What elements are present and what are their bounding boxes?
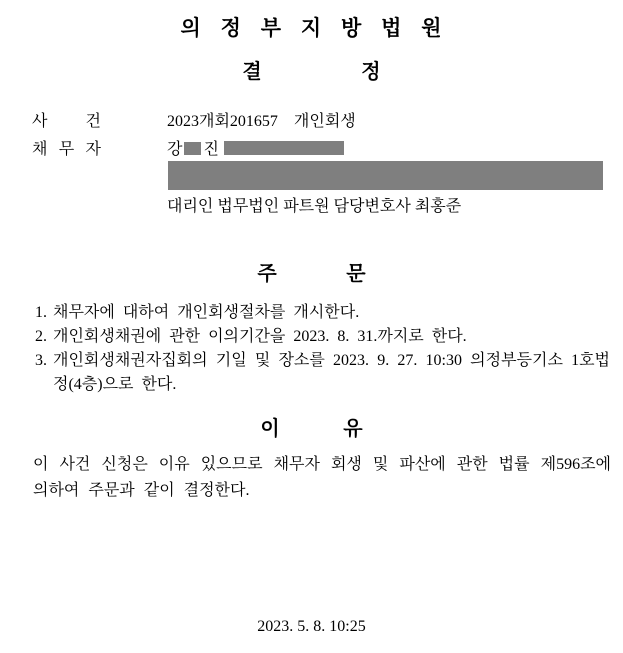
redaction-box-address bbox=[168, 161, 603, 190]
document-datetime: 2023. 5. 8. 10:25 bbox=[257, 618, 366, 635]
debtor-surname: 강 bbox=[167, 141, 183, 158]
order-section-heading: 주 문 bbox=[257, 263, 366, 285]
order-item-text: 개인회생채권자집회의 기일 및 장소를 2023. 9. 27. 10:30 의정부등기소 1호법정(4층)으로 한다. bbox=[53, 352, 610, 393]
order-item bbox=[35, 349, 610, 397]
order-item-number: 2. bbox=[35, 328, 47, 345]
order-item-text: 개인회생채권에 관한 이의기간을 2023. 8. 31.까지로 한다. bbox=[53, 328, 467, 345]
attorney-line: 대리인 법무법인 파트원 담당변호사 최홍준 bbox=[167, 198, 462, 215]
debtor-label: 채 무 자 bbox=[32, 141, 101, 158]
order-list bbox=[35, 301, 610, 397]
redaction-box-name-rest bbox=[224, 141, 344, 155]
court-name-title: 의 정 부 지 방 법 원 bbox=[180, 17, 443, 40]
reason-body-text: 이 사건 신청은 이유 있으므로 채무자 회생 및 파산에 관한 법률 제596조에 의하여 주문과 같이 결정한다. bbox=[33, 456, 611, 499]
order-item-number: 1. bbox=[35, 304, 47, 321]
case-label: 사 건 bbox=[32, 113, 101, 130]
case-number-value: 2023개회201657 개인회생 bbox=[167, 113, 356, 130]
order-item-number: 3. bbox=[35, 352, 47, 369]
decision-title: 결 정 bbox=[242, 61, 381, 83]
order-item-text: 채무자에 대하여 개인회생절차를 개시한다. bbox=[53, 304, 360, 321]
redaction-box-name-middle bbox=[184, 142, 201, 155]
reason-section-heading: 이 유 bbox=[260, 418, 363, 440]
debtor-given-name: 진 bbox=[203, 141, 219, 158]
order-item bbox=[35, 301, 610, 325]
order-item bbox=[35, 325, 610, 349]
debtor-name-line bbox=[167, 136, 344, 159]
